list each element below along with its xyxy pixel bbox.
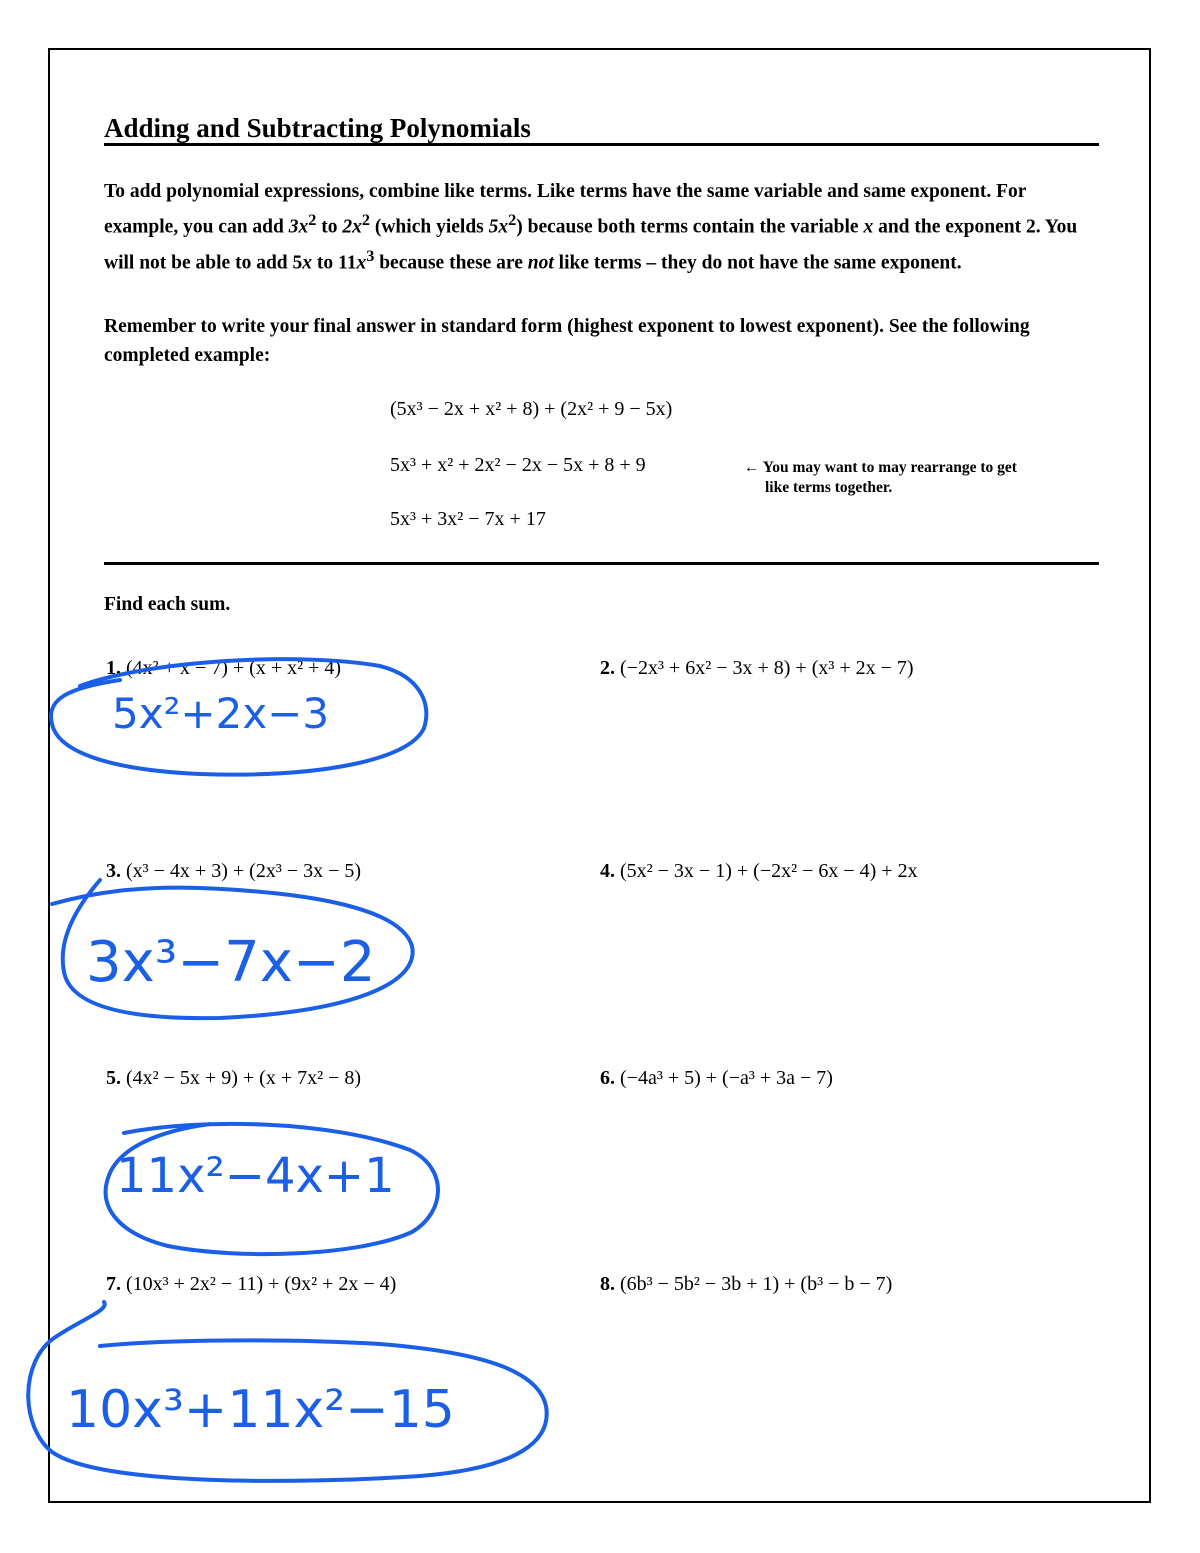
note-arrow-text: ← You may want to may rearrange to get: [744, 459, 1017, 476]
problem-1: 1. (4x² + x − 7) + (x + x² + 4): [106, 657, 342, 679]
problem-7: 7. (10x³ + 2x² − 11) + (9x² + 2x − 4): [106, 1273, 397, 1295]
intro-paragraph-1: To add polynomial expressions, combine like terms. Like terms have the same variable and same exponent. For example, you can add $3x^2$ to $2x^2$ (which yields $5x^2$) because both terms contain the variable x and the exponent 2. You will not be able to add 5x to $11x^3$ because these are not like terms – they do not have the same exponent.: [104, 181, 1078, 273]
answer-1: 5x²+2x−3: [112, 689, 330, 738]
problem-5: 5. (4x² − 5x + 9) + (x + 7x² − 8): [106, 1067, 362, 1089]
note-continuation: like terms together.: [765, 479, 893, 496]
problem-2: 2. (−2x³ + 6x² − 3x + 8) + (x³ + 2x − 7): [600, 657, 914, 679]
problem-6: 6. (−4a³ + 5) + (−a³ + 3a − 7): [600, 1067, 833, 1089]
worksheet-title: Adding and Subtracting Polynomials: [104, 113, 531, 143]
example-line-3: 5x³ + 3x² − 7x + 17: [390, 508, 546, 530]
answer-7: 10x³+11x²−15: [66, 1380, 455, 1440]
problem-8: 8. (6b³ − 5b² − 3b + 1) + (b³ − b − 7): [600, 1273, 893, 1295]
instruction-text: Find each sum.: [104, 594, 231, 615]
intro-paragraph-2: Remember to write your final answer in standard form (highest exponent to lowest exponent). See the following completed example:: [104, 316, 1030, 366]
example-line-1: (5x³ − 2x + x² + 8) + (2x² + 9 − 5x): [390, 398, 673, 420]
problem-3: 3. (x³ − 4x + 3) + (2x³ − 3x − 5): [106, 860, 362, 882]
example-line-2: 5x³ + x² + 2x² − 2x − 5x + 8 + 9: [390, 454, 646, 476]
answer-5: 11x²−4x+1: [116, 1148, 395, 1204]
answer-3: 3x³−7x−2: [86, 930, 376, 995]
problem-4: 4. (5x² − 3x − 1) + (−2x² − 6x − 4) + 2x: [600, 860, 918, 882]
